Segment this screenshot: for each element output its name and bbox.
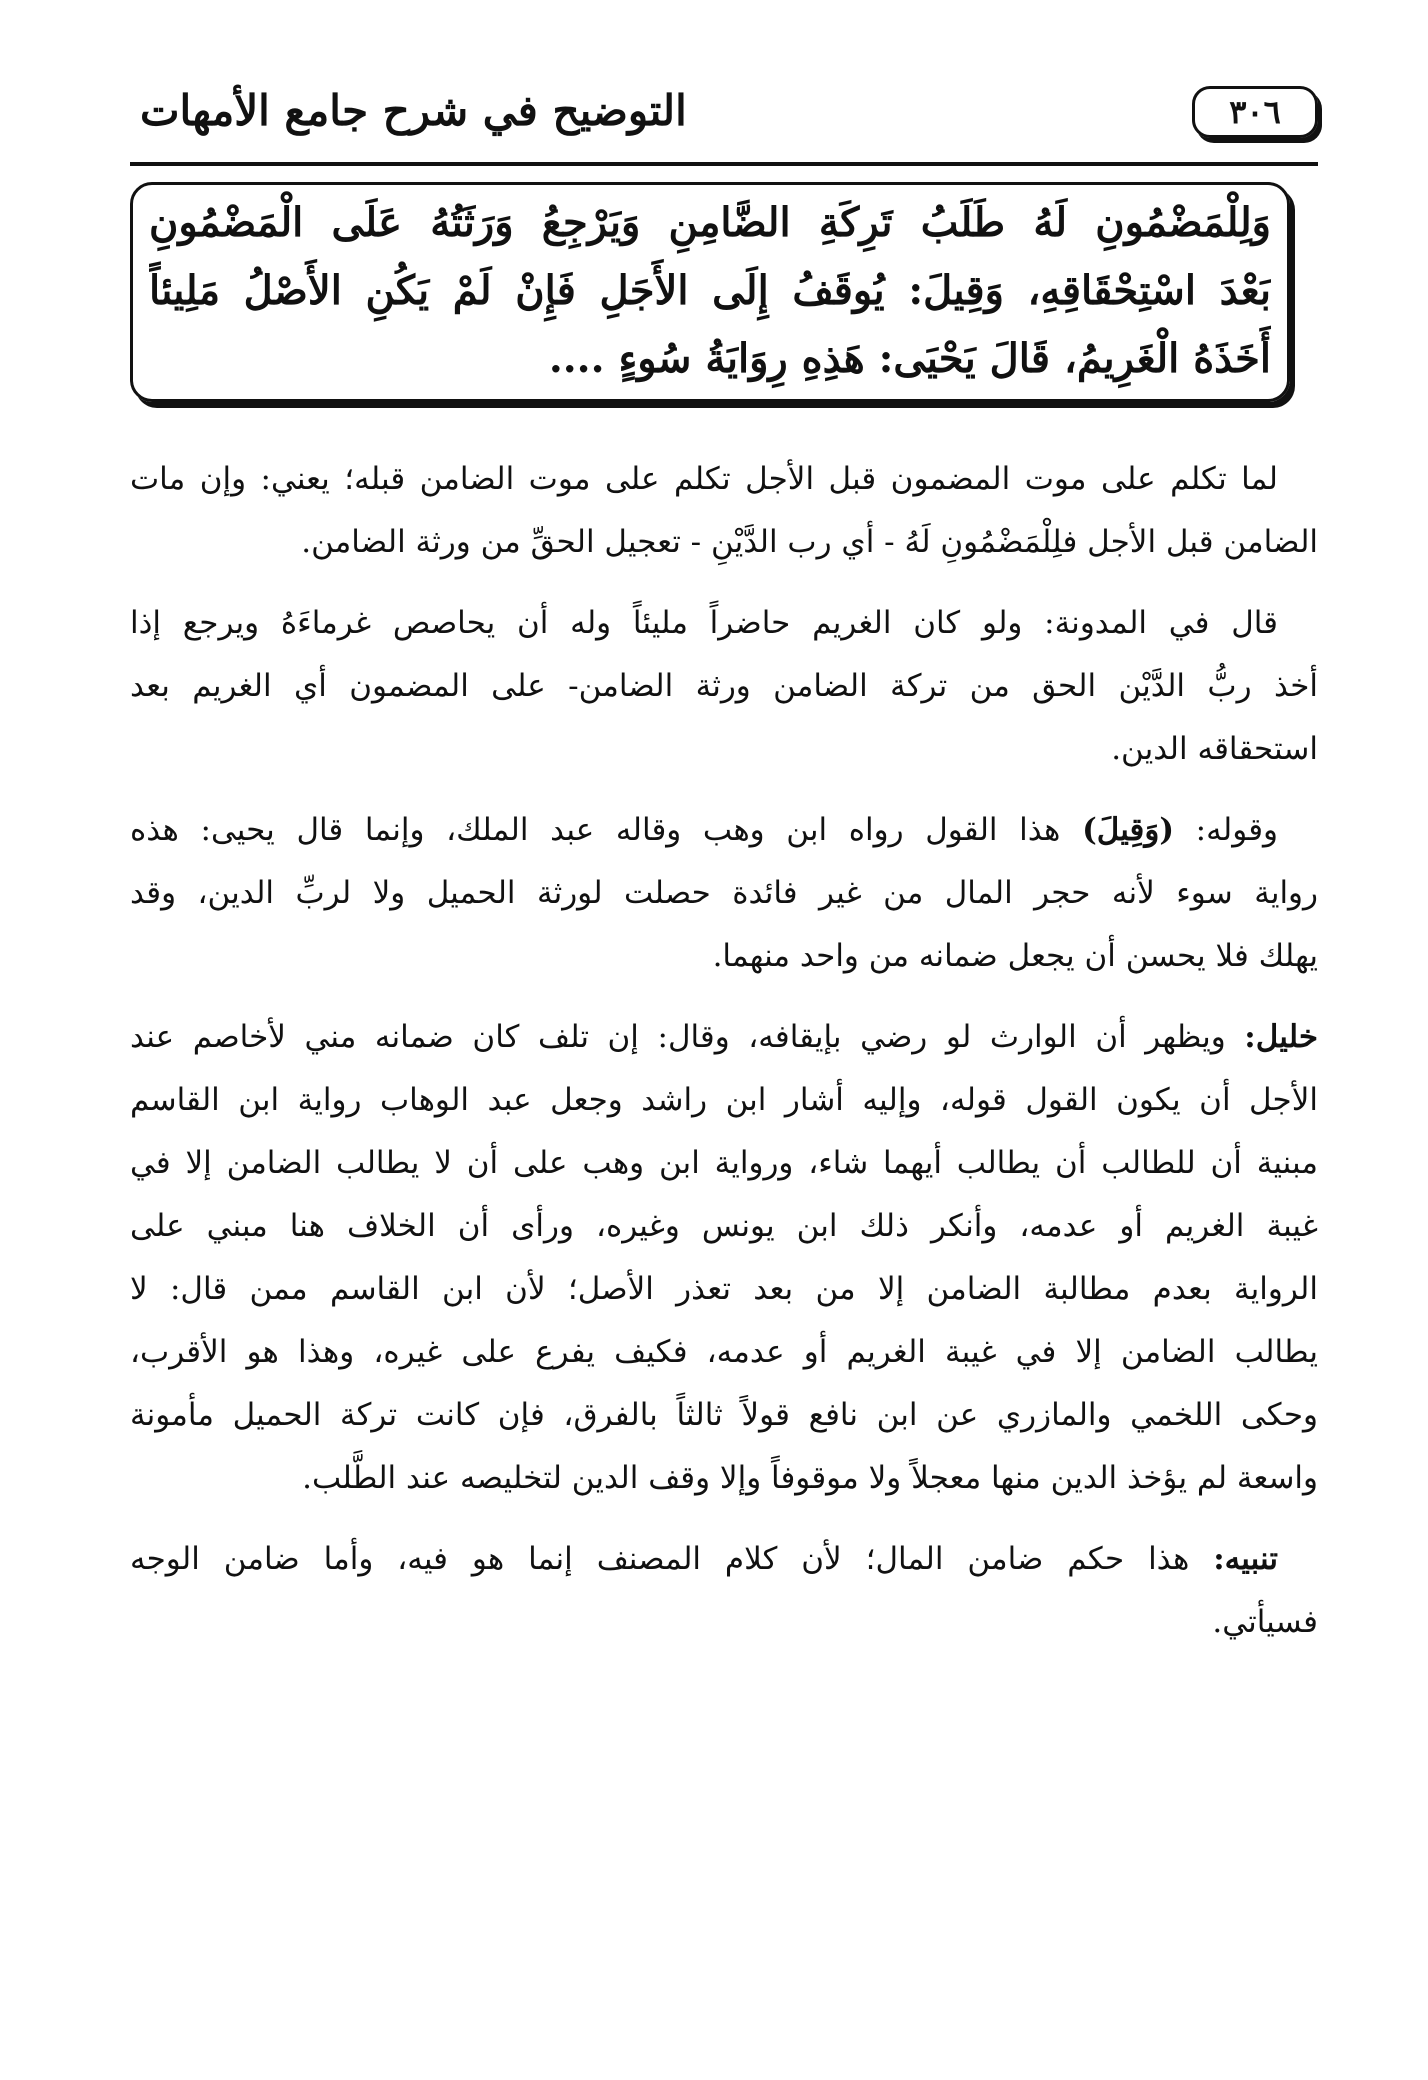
matn-line: أَخَذَهُ الْغَرِيمُ، قَالَ يَحْيَى: هَذِهِ رِوَايَةُ سُوءٍ .... [548,335,1271,382]
text-line: فسيأتي. [1212,1604,1318,1640]
header-divider [130,162,1318,166]
text-line: الرواية بعدم مطالبة الضامن إلا من بعد تعذر الأصل؛ لأن ابن القاسم ممن قال: لا [130,1271,1318,1307]
matn-line: بَعْدَ اسْتِحْقَاقِهِ، وَقِيلَ: يُوقَفُ إِلَى الأَجَلِ فَإِنْ لَمْ يَكُنِ الأَصْلُ مَلِيئاً [149,267,1271,314]
text-span: ويظهر أن الوارث لو رضي بإيقافه، وقال: إن تلف كان ضمانه مني لأخاصم عند [130,1019,1226,1055]
text-line: قال في المدونة: ولو كان الغريم حاضراً مليئاً وله أن يحاصص غرماءَهُ ويرجع إذا [130,605,1278,641]
paragraph [130,799,1318,988]
text-line: وحكى اللخمي والمازري عن ابن نافع قولاً ثالثاً بالفرق، فإن كانت تركة الحميل مأمونة [130,1397,1318,1433]
page-number: ٣٠٦ [1192,86,1318,138]
text-line: الضامن قبل الأجل فلِلْمَضْمُونِ لَهُ - أي رب الدَّيْنِ - تعجيل الحقِّ من ورثة الضامن. [301,524,1318,560]
text-line: لما تكلم على موت المضمون قبل الأجل تكلم على موت الضامن قبله؛ يعني: وإن مات [130,461,1278,497]
page-header [130,78,1318,158]
page [130,78,1318,2038]
khalil-label: خليل: [1244,1019,1318,1055]
matn-line: وَلِلْمَضْمُونِ لَهُ طَلَبُ تَرِكَةِ الضَّامِنِ وَيَرْجِعُ وَرَثَتُهُ عَلَى الْمَضْمُونِ [149,199,1271,246]
text-line: يهلك فلا يحسن أن يجعل ضمانه من واحد منهما. [712,938,1318,974]
text-line: أخذ ربُّ الدَّيْن الحق من تركة الضامن ورثة الضامن- على المضمون أي الغريم بعد [130,668,1318,704]
text-line: واسعة لم يؤخذ الدين منها معجلاً ولا موقوفاً وإلا وقف الدين لتخليصه عند الطَّلب. [302,1460,1318,1496]
commentary [130,448,1318,1672]
paragraph-khalil [130,1006,1318,1510]
text-line: الأجل أن يكون القول قوله، وإليه أشار ابن راشد وجعل عبد الوهاب رواية ابن القاسم [130,1082,1318,1118]
text-line: رواية سوء لأنه حجر المال من غير فائدة حصلت لورثة الحميل ولا لربِّ الدين، وقد [130,875,1318,911]
paragraph-tanbih [130,1528,1318,1654]
book-title: التوضيح في شرح جامع الأمهات [140,86,687,135]
text-line: يطالب الضامن إلا في غيبة الغريم أو عدمه، فكيف يفرع على غيره، وهذا هو الأقرب، [130,1334,1318,1370]
paragraph [130,592,1318,781]
text-line [130,1006,1318,1069]
text-line [130,1528,1318,1591]
text-span: هذا حكم ضامن المال؛ لأن كلام المصنف إنما هو فيه، وأما ضامن الوجه [130,1541,1190,1577]
text-line: استحقاقه الدين. [1111,731,1318,767]
text-line: غيبة الغريم أو عدمه، وأنكر ذلك ابن يونس وغيره، ورأى أن الخلاف هنا مبني على [130,1208,1318,1244]
lead-term: (وَقِيلَ) [1082,812,1175,848]
matn-box [130,182,1290,402]
paragraph [130,448,1318,574]
text-line: وقوله: (وَقِيلَ) هذا القول رواه ابن وهب وقاله عبد الملك، وإنما قال يحيى: هذه [130,812,1278,848]
tanbih-label: تنبيه: [1213,1541,1278,1577]
text-line: مبنية أن للطالب أن يطالب أيهما شاء، ورواية ابن وهب على أن لا يطالب الضامن إلا في [130,1145,1318,1181]
